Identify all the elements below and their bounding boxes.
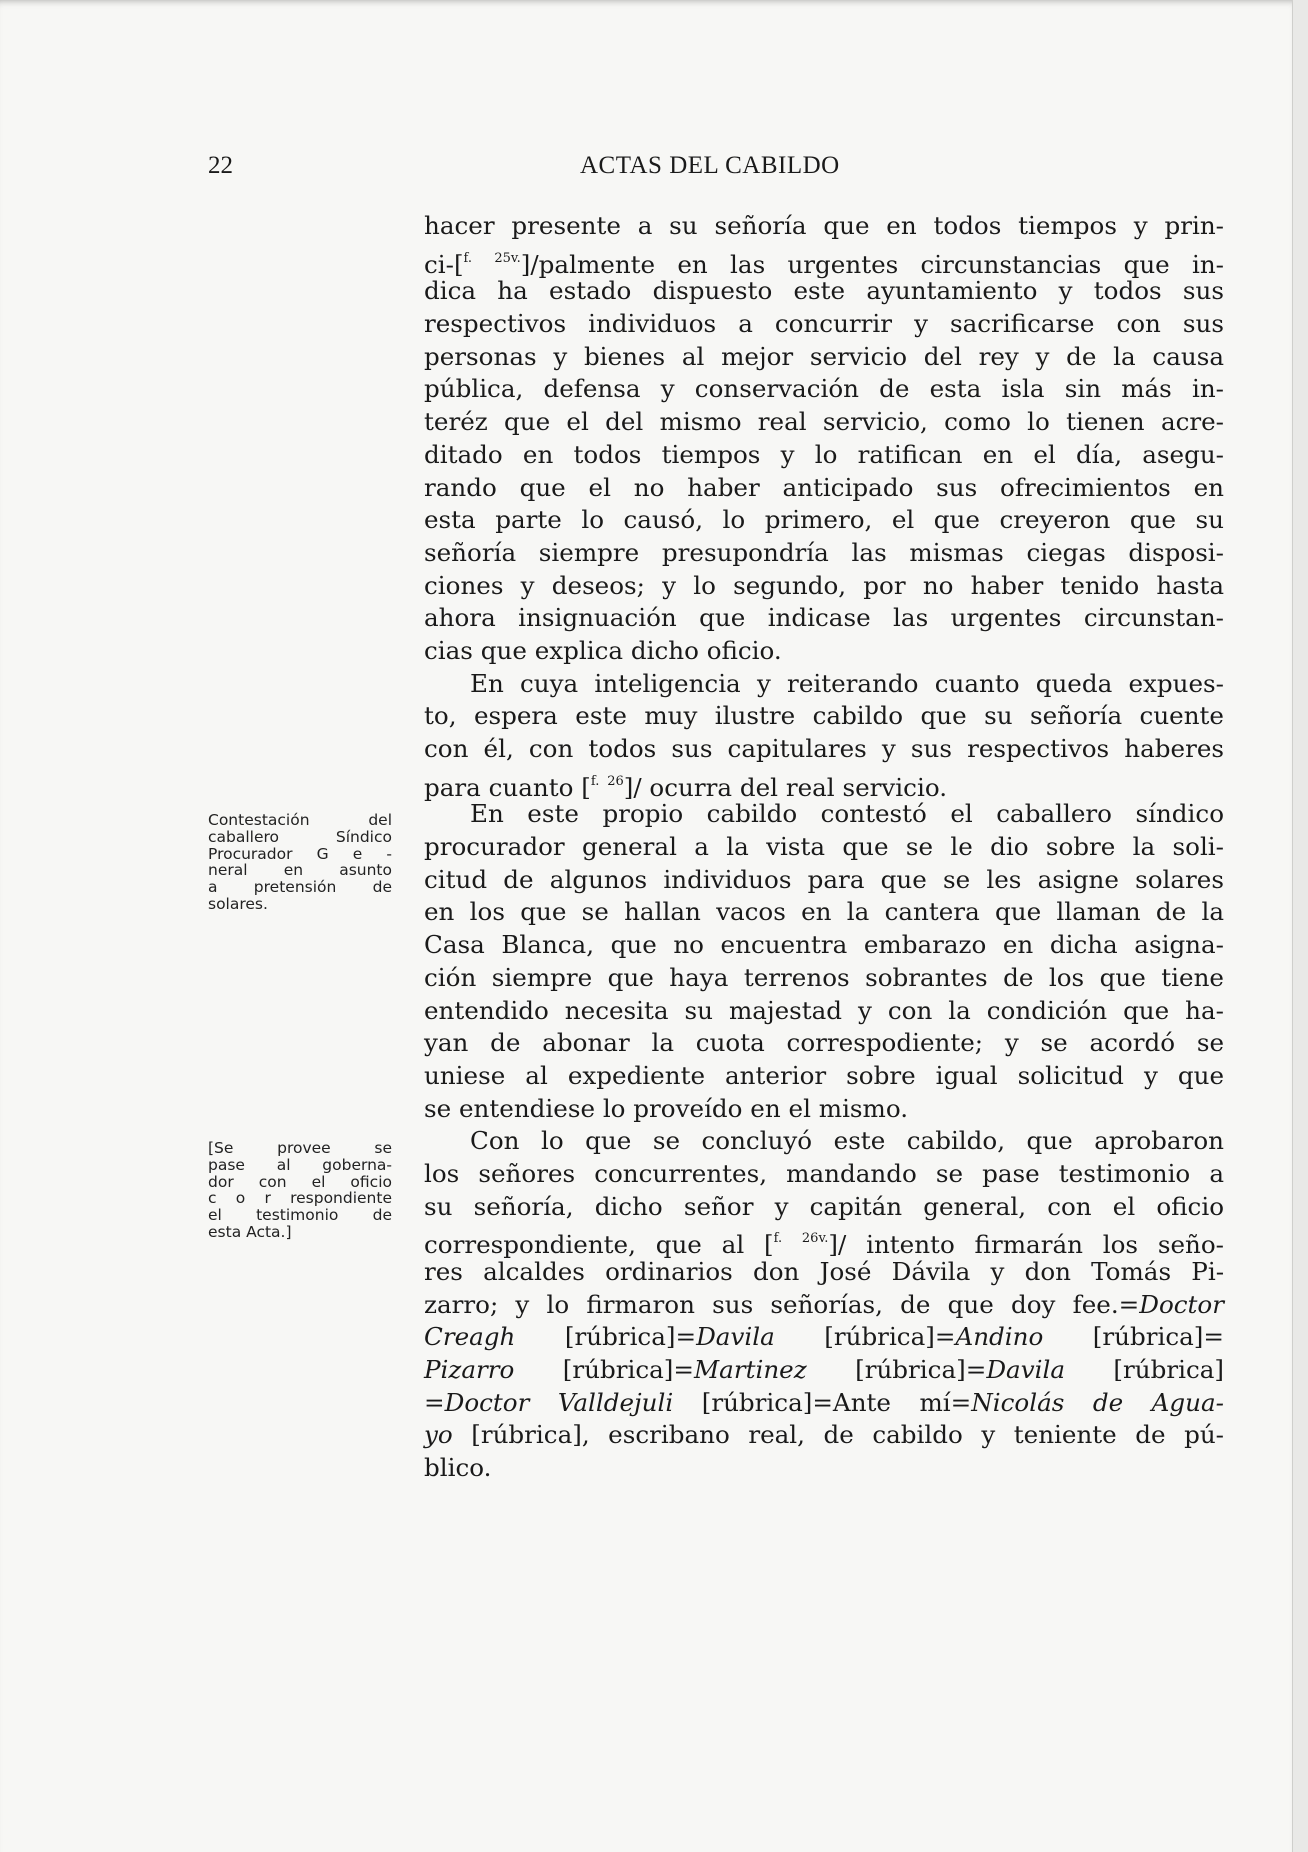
body-line: Con lo que se concluyó este cabildo, que aprobaron [470,1126,1224,1156]
body-line: En este propio cabildo contestó el caballero síndico [470,799,1224,829]
body-line: con él, con todos sus capitulares y sus respectivos haberes [424,734,1224,763]
body-line: ditado en todos tiempos y lo ratifican en el día, asegu- [424,439,1224,469]
body-line: uniese al expediente anterior sobre igual solicitud y que [424,1060,1224,1090]
margin-note-line: Contestación del [208,811,392,829]
body-line: ci-[$^{f.}$ $^{25v.}$]/palmente en las urgentes circunstancias que in- [424,249,1224,279]
margin-note-line: esta Acta.] [208,1222,292,1241]
body-line: su señoría, dicho señor y capitán general, con el oficio [424,1191,1224,1221]
body-line: ahora insignuación que indicase las urgentes circunstan- [424,603,1224,633]
body-line: ción siempre que haya terrenos sobrantes de los que tiene [424,962,1224,992]
margin-note-line: [Se provee se [208,1139,392,1157]
body-line: rando que el no haber anticipado sus ofrecimientos en [424,472,1224,502]
body-line: Casa Blanca, que no encuentra embarazo en dicha asigna- [424,930,1224,960]
body-line: ciones y deseos; y lo segundo, por no haber tenido hasta [424,570,1224,600]
margin-note-contestacion [208,812,392,913]
body-line: procurador general a la vista que se le dio sobre la soli- [424,832,1224,862]
body-line: personas y bienes al mejor servicio del rey y de la causa [424,341,1224,371]
margin-note-line: el testimonio de [208,1206,392,1225]
body-line: citud de algunos individuos para que se les asigne solares [424,864,1224,894]
margin-note-line: dor con el oficio [208,1172,392,1191]
margin-note-provee [208,1140,392,1241]
body-line: blico. [424,1453,492,1483]
body-line: hacer presente a su señoría que en todos tiempos y prin- [424,211,1224,240]
body-line: =Doctor Valldejuli [rúbrica]=Ante mí=Nicolás de Agua- [424,1387,1224,1417]
body-line: Pizarro [rúbrica]=Martinez [rúbrica]=Davila [rúbrica] [424,1355,1224,1385]
body-line: los señores concurrentes, mandando se pase testimonio a [424,1158,1224,1188]
body-line: yo [rúbrica], escribano real, de cabildo y teniente de pú- [424,1420,1224,1450]
body-line: correspondiente, que al [$^{f.}$ $^{26v.}$]/ intento firmarán los seño- [424,1230,1224,1260]
margin-note-line: c o r respondiente [208,1189,392,1208]
body-line: En cuya inteligencia y reiterando cuanto queda expues- [470,668,1224,698]
body-line: se entendiese lo proveído en el mismo. [424,1093,909,1123]
margin-note-line: caballero Síndico [208,827,392,846]
body-line: to, espera este muy ilustre cabildo que su señoría cuente [424,701,1224,731]
body-line: cias que explica dicho oficio. [424,635,782,665]
body-line: zarro; y lo firmaron sus señorías, de que doy fee.=Doctor [424,1289,1224,1319]
body-line: señoría siempre presupondría las mismas ciegas disposi- [424,537,1224,567]
body-text [424,210,1224,1485]
body-line: pública, defensa y conservación de esta isla sin más in- [424,374,1224,404]
margin-note-line: solares. [208,894,268,913]
body-line: Creagh [rúbrica]=Davila [rúbrica]=Andino [rúbrica]= [424,1322,1225,1352]
margin-note-line: neral en asunto [208,861,392,880]
body-line: respectivos individuos a concurrir y sacrificarse con sus [424,309,1224,339]
margin-note-line: a pretensión de [208,878,392,897]
body-line: en los que se hallan vacos en la cantera que llaman de la [424,897,1224,927]
body-line: yan de abonar la cuota correspodiente; y se acordó se [424,1028,1224,1058]
body-line: esta parte lo causó, lo primero, el que creyeron que su [424,505,1224,535]
body-line: dica ha estado dispuesto este ayuntamiento y todos sus [424,276,1224,306]
body-line: res alcaldes ordinarios don José Dávila y don Tomás Pi- [424,1257,1224,1286]
running-title: ACTAS DEL CABILDO [580,152,840,179]
margin-note-line: pase al goberna- [208,1155,392,1174]
body-line: entendido necesita su majestad y con la condición que ha- [424,995,1224,1025]
body-line: teréz que el del mismo real servicio, como lo tienen acre- [424,407,1224,437]
page-header [0,152,1292,188]
body-line: para cuanto [$^{f.}$ $^{26}$]/ ocurra del real servicio. [424,772,948,802]
margin-note-line: Procurador G e - [208,844,392,863]
page-number: 22 [208,152,233,179]
